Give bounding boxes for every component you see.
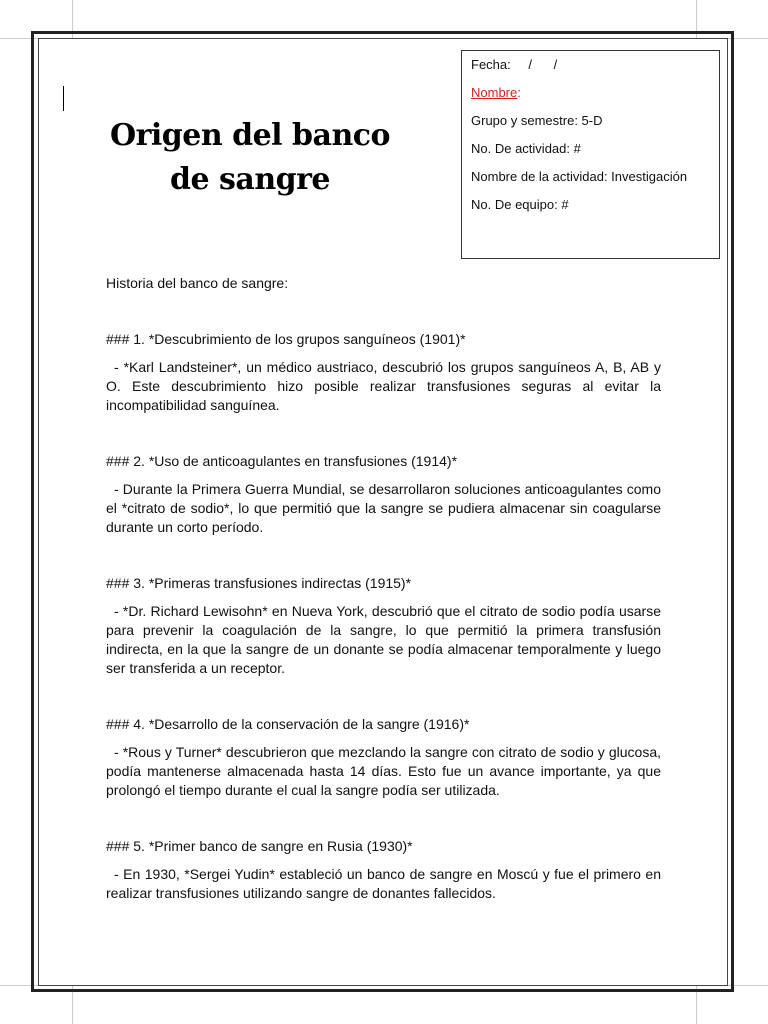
document-body: [106, 274, 661, 940]
nombre-label: Nombre: [471, 85, 518, 100]
section-body: - Durante la Primera Guerra Mundial, se desarrollaron soluciones anticoagulantes como el *citrato de sodio*, lo que permitió que la sangre se pudiera almacenar sin coagularse durante un corto período.: [106, 481, 661, 535]
fecha-label: Fecha:: [471, 57, 511, 72]
student-info-box: [461, 50, 720, 259]
document-title: [100, 114, 400, 202]
info-fecha: [471, 55, 710, 83]
section-heading: ### 2. *Uso de anticoagulantes en transfusiones (1914)*: [106, 453, 458, 469]
section-heading: ### 5. *Primer banco de sangre en Rusia (1930)*: [106, 838, 413, 854]
info-nombre: [471, 83, 710, 111]
title-line-2: de sangre: [169, 162, 331, 197]
section-1: [106, 330, 661, 415]
info-grupo: Grupo y semestre: 5-D: [471, 113, 603, 128]
section-2: [106, 452, 661, 537]
text-cursor: [63, 86, 64, 111]
section-body: - *Dr. Richard Lewisohn* en Nueva York, descubrió que el citrato de sodio podía usarse para prevenir la coagulación de la sangre, lo que permitió la primera transfusión indirecta, en la que la sangre de un donante se podía almacenar temporalmente y luego ser transferida a un receptor.: [106, 603, 661, 676]
intro-text: Historia del banco de sangre:: [106, 275, 289, 291]
section-heading: ### 3. *Primeras transfusiones indirectas (1915)*: [106, 575, 412, 591]
section-5: [106, 837, 661, 903]
section-body: - *Karl Landsteiner*, un médico austriaco, descubrió los grupos sanguíneos A, B, AB y O. Este descubrimiento hizo posible realizar transfusiones seguras al evitar la incompatibilidad sanguínea.: [106, 359, 661, 413]
section-body: - En 1930, *Sergei Yudin* estableció un banco de sangre en Moscú y fue el primero en realizar transfusiones utilizando sangre de donantes fallecidos.: [106, 866, 661, 901]
info-equipo: No. De equipo: #: [471, 197, 569, 212]
section-body: - *Rous y Turner* descubrieron que mezclando la sangre con citrato de sodio y glucosa, podía mantenerse almacenada hasta 14 días. Esto fue un avance importante, ya que prolongó el tiempo durante el cual la sangre podía ser utilizada.: [106, 744, 661, 798]
info-actividad-nombre: Nombre de la actividad: Investigación: [471, 169, 688, 184]
section-heading: ### 4. *Desarrollo de la conservación de la sangre (1916)*: [106, 716, 470, 732]
section-3: [106, 574, 661, 678]
info-actividad-numero: No. De actividad: #: [471, 141, 581, 156]
section-4: [106, 715, 661, 800]
fecha-value: / /: [528, 57, 558, 72]
nombre-colon: :: [517, 85, 521, 100]
section-heading: ### 1. *Descubrimiento de los grupos sanguíneos (1901)*: [106, 331, 466, 347]
title-line-1: Origen del banco: [109, 118, 391, 153]
